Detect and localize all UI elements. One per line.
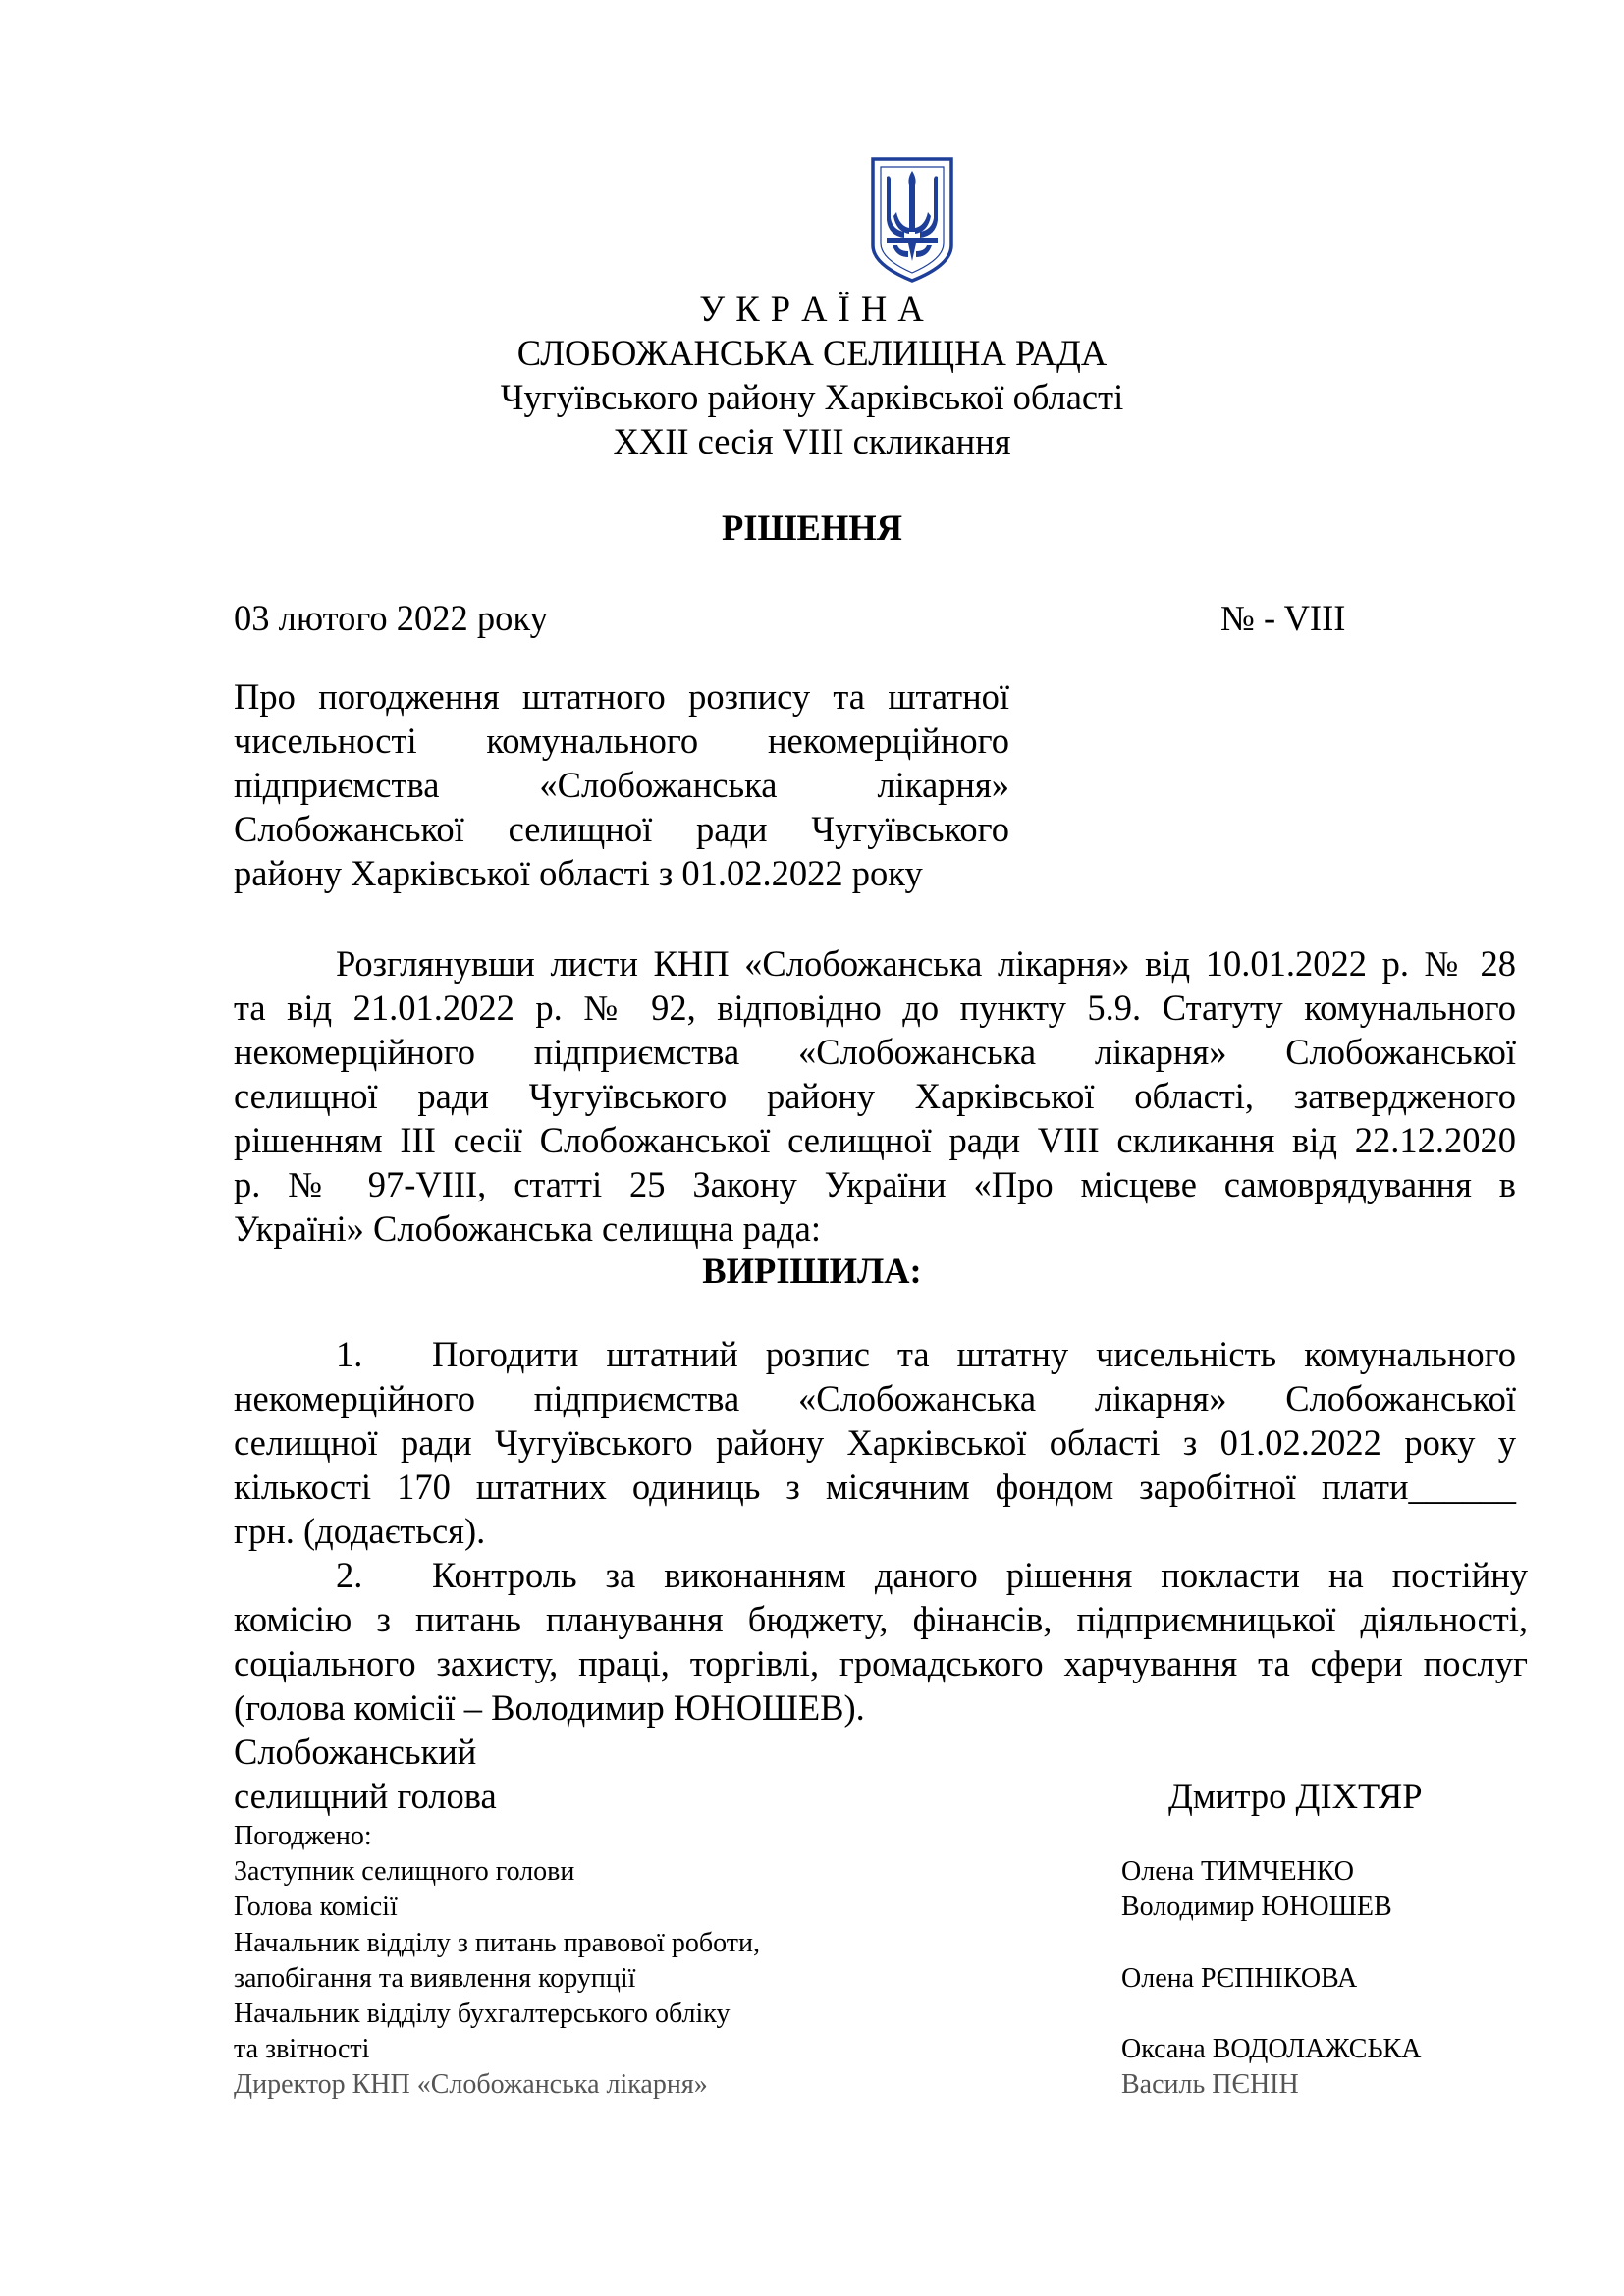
signature-name: Дмитро ДІХТЯР (1168, 1776, 1423, 1816)
approval-position: та звітності (234, 2034, 370, 2064)
item-line: Контроль за виконанням даного рішення покласти на постійну (432, 1555, 1528, 1595)
item-line: кількості 170 штатних одиниць з місячним фондом заробітної плати______ (234, 1467, 1516, 1507)
approval-name: Василь ПЄНІН (1121, 2069, 1299, 2100)
preamble-line: р. № 97-VIII, статті 25 Закону України «Про місцеве самоврядування в (234, 1164, 1516, 1204)
item-line: соціального захисту, праці, торгівлі, громадського харчування та сфери послуг (234, 1643, 1528, 1683)
subject-line: чисельності комунального некомерційного (234, 721, 1009, 761)
signature-title: селищний голова (234, 1776, 497, 1816)
approvals-heading: Погоджено: (234, 1821, 372, 1851)
item-line: Погодити штатний розпис та штатну чисельність комунального (432, 1334, 1516, 1374)
coat-of-arms-icon (867, 155, 957, 285)
session-line: XXII сесія VIII скликання (613, 421, 1011, 461)
approval-name: Олена ТИМЧЕНКО (1121, 1856, 1354, 1887)
preamble-line: Розглянувши листи КНП «Слобожанська лікарня» від 10.01.2022 р. № 28 (336, 943, 1516, 984)
subject-line: підприємства «Слобожанська лікарня» (234, 765, 1009, 805)
council-name: СЛОБОЖАНСЬКА СЕЛИЩНА РАДА (516, 333, 1108, 373)
preamble-line: рішенням III сесії Слобожанської селищної ради VIII скликання від 22.12.2020 (234, 1120, 1516, 1160)
item-line: селищної ради Чугуївського району Харківської області з 01.02.2022 року у (234, 1422, 1516, 1463)
approval-position: Начальник відділу з питань правової роботи, (234, 1928, 760, 1958)
item-number: 1. (336, 1334, 363, 1374)
preamble-line: та від 21.01.2022 р. № 92, відповідно до пункту 5.9. Статуту комунального (234, 988, 1516, 1028)
item-line: некомерційного підприємства «Слобожанська лікарня» Слобожанської (234, 1378, 1516, 1418)
district-line: Чугуївського району Харківської області (500, 377, 1124, 417)
item-line: (голова комісії – Володимир ЮНОШЕВ). (234, 1687, 865, 1728)
document-number: № - VIII (1220, 598, 1346, 638)
preamble-line: селищної ради Чугуївського району Харківської області, затвердженого (234, 1076, 1516, 1116)
approval-position: Начальник відділу бухгалтерського обліку (234, 1999, 731, 2029)
item-line: комісію з питань планування бюджету, фінансів, підприємницької діяльності, (234, 1599, 1528, 1639)
item-line: грн. (додається). (234, 1511, 486, 1551)
country-title: У К Р А Ї Н А (699, 289, 925, 329)
subject-line: району Харківської області з 01.02.2022 року (234, 853, 923, 893)
item-number: 2. (336, 1555, 363, 1595)
approval-position: Голова комісії (234, 1892, 398, 1922)
approval-position: Директор КНП «Слобожанська лікарня» (234, 2069, 708, 2100)
approval-name: Оксана ВОДОЛАЖСЬКА (1121, 2034, 1422, 2064)
preamble-line: Україні» Слобожанська селищна рада: (234, 1208, 821, 1249)
subject-line: Про погодження штатного розпису та штатної (234, 676, 1009, 717)
preamble-line: некомерційного підприємства «Слобожанська лікарня» Слобожанської (234, 1032, 1516, 1072)
subject-line: Слобожанської селищної ради Чугуївського (234, 809, 1009, 849)
approval-name: Володимир ЮНОШЕВ (1121, 1892, 1392, 1922)
approval-position: запобігання та виявлення корупції (234, 1963, 636, 1994)
approval-name: Олена РЄПНІКОВА (1121, 1963, 1358, 1994)
document-type: РІШЕННЯ (721, 507, 903, 548)
resolved-heading: ВИРІШИЛА: (702, 1251, 922, 1291)
approval-position: Заступник селищного голови (234, 1856, 575, 1887)
document-date: 03 лютого 2022 року (234, 598, 548, 638)
signature-title: Слобожанський (234, 1732, 477, 1772)
